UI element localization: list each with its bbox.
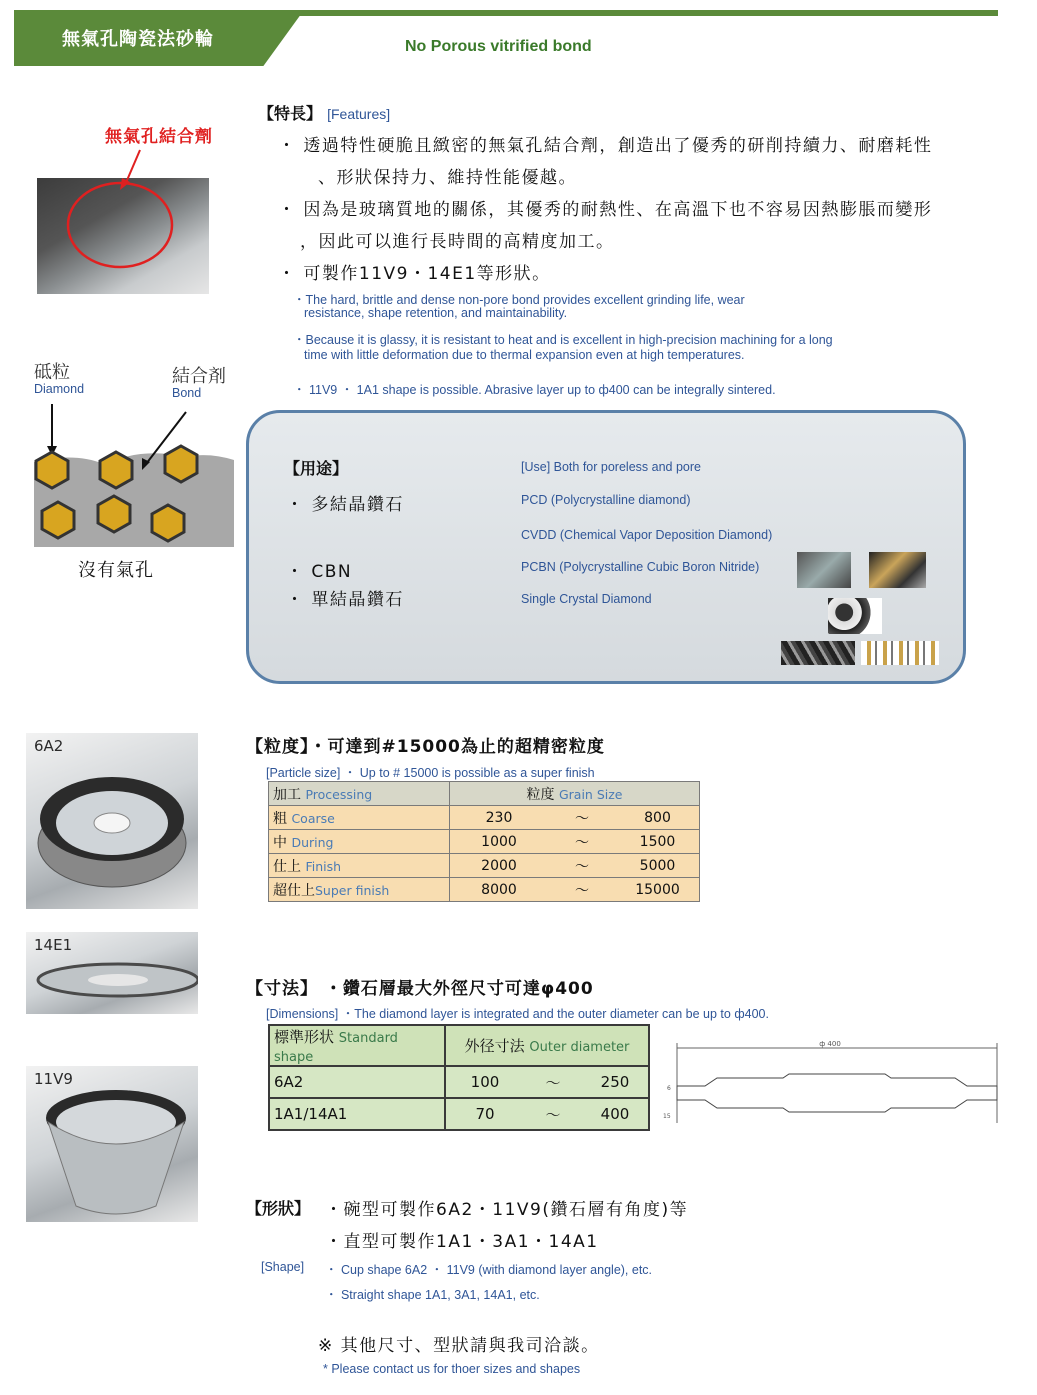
bond-label-en: Bond [172,386,202,400]
wheel-14e1-graphic [26,932,198,1014]
table-row: 仕上 Finish 2000 ～ 5000 [269,854,700,878]
uses-panel [246,410,966,684]
feature-en-5: ・ 11V9 ・ 1A1 shape is possible. Abrasive layer up to ф400 can be integrally sintered. [293,383,776,397]
shape-heading: 【形狀】 [246,1199,311,1218]
feature-line-1: ・ 透過特性硬脆且緻密的無氣孔結合劑，創造出了優秀的研削持續力、耐磨耗性 [278,136,933,156]
wheel-profile [677,1074,997,1112]
product-label-6a2: 6A2 [34,737,64,755]
shape-en-label: [Shape] [261,1260,305,1274]
dims-table-header: 標準形状 Standard shape 外径寸法 Outer diameter [269,1025,649,1066]
insert-photo-2 [869,552,926,588]
use-en-pcbn: PCBN (Polycrystalline Cubic Boron Nitride) [521,560,760,574]
dim-label-h2: 15 [663,1113,671,1120]
grit-col-grain: 粒度 Grain Size [450,782,700,806]
dim-label-dia: ф 400 [819,1040,841,1048]
insert-photo-5 [861,641,939,665]
insert-photo-4 [781,641,855,665]
bond-callout-label: 無氣孔結合劑 [105,127,213,147]
product-photo-14e1 [26,932,198,1014]
grit-heading: 【粒度】・可達到#15000為止的超精密粒度 [246,737,605,757]
shape-line-1: ・碗型可製作6A2・11V9(鑽石層有角度)等 [325,1200,689,1220]
use-item-cbn: ・ CBN [286,562,353,582]
table-row: 中 During 1000 ～ 1500 [269,830,700,854]
feature-en-4: time with little deformation due to thermal expansion even at high temperatures. [304,348,745,362]
wheel-11v9-graphic [26,1066,198,1222]
use-en-pcd: PCD (Polycrystalline diamond) [521,493,691,507]
no-pore-label: 沒有氣孔 [78,560,154,581]
contact-note: ※ 其他尺寸、型狀請與我司洽談。 [318,1336,600,1356]
grit-col-processing: 加工 Processing [269,782,450,806]
bond-label-zh: 結合剤 [172,366,226,387]
table-row: 6A2 100 ～ 250 [269,1066,649,1098]
page-title: 無氣孔陶瓷法砂輪 [62,29,214,50]
bond-structure-diagram [34,402,234,547]
wheel-dimension-drawing [655,1038,1005,1130]
use-item-pcd: ・ 多結晶鑽石 [286,495,404,515]
feature-en-3: ・Because it is glassy, it is resistant to heat and is excellent in high-precision machining for a long [293,333,833,347]
table-row: 超仕上Super finish 8000 ～ 15000 [269,878,700,902]
features-heading-en: [Features] [327,106,391,122]
contact-note-en: * Please contact us for thoer sizes and shapes [323,1362,581,1376]
product-photo-11v9 [26,1066,198,1222]
dims-heading: 【寸法】 ・鑽石層最大外徑尺寸可達φ400 [246,979,594,999]
uses-heading: 【用途】 [284,459,349,478]
features-heading [258,101,390,124]
bond-callout-graphic [60,140,180,270]
feature-line-5: ・ 可製作11V9・14E1等形狀。 [278,264,551,284]
feature-en-2: resistance, shape retention, and maintainability. [304,306,568,320]
dims-heading-en: [Dimensions] ・The diamond layer is integrated and the outer diameter can be up to ф400. [266,1007,769,1021]
use-en-cvdd: CVDD (Chemical Vapor Deposition Diamond) [521,528,773,542]
uses-heading-en: [Use] Both for poreless and pore [521,460,701,474]
table-row: 1A1/14A1 70 ～ 400 [269,1098,649,1130]
grit-heading-en: [Particle size] ・ Up to # 15000 is possible as a super finish [266,766,595,780]
dims-table [268,1024,650,1131]
features-heading-zh: 【特長】 [258,104,323,123]
grain-label-en: Diamond [34,382,85,396]
insert-photo-1 [797,552,851,588]
feature-line-2: 、形狀保持力、維持性能優越。 [318,168,577,188]
grit-table-header [269,782,700,806]
grit-table [268,781,700,902]
callout-arrow [125,150,140,185]
feature-en-1: ・The hard, brittle and dense non-pore bond provides excellent grinding life, wear [293,293,745,307]
use-item-single-crystal: ・ 單結晶鑽石 [286,590,404,610]
callout-circle [68,183,172,267]
table-row: 粗 Coarse 230 ～ 800 [269,806,700,830]
shape-en-1: ・ Cup shape 6A2 ・ 11V9 (with diamond layer angle), etc. [325,1263,653,1277]
shape-line-2: ・直型可製作1A1・3A1・14A1 [325,1232,599,1252]
grain-label-zh: 砥粒 [34,362,70,383]
shape-en-2: ・ Straight shape 1A1, 3A1, 14A1, etc. [325,1288,540,1302]
dim-label-h1: 6 [667,1085,671,1092]
product-label-11v9: 11V9 [34,1070,73,1088]
feature-line-4: ，因此可以進行長時間的高精度加工。 [300,232,615,252]
insert-photo-3 [828,598,882,634]
use-en-scd: Single Crystal Diamond [521,592,652,606]
feature-line-3: ・ 因為是玻璃質地的關係，其優秀的耐熱性、在高溫下也不容易因熱膨脹而變形 [278,200,933,220]
product-label-14e1: 14E1 [34,936,73,954]
page-subtitle: No Porous vitrified bond [405,38,592,55]
wheel-6a2-graphic [26,733,198,909]
product-photo-6a2 [26,733,198,909]
